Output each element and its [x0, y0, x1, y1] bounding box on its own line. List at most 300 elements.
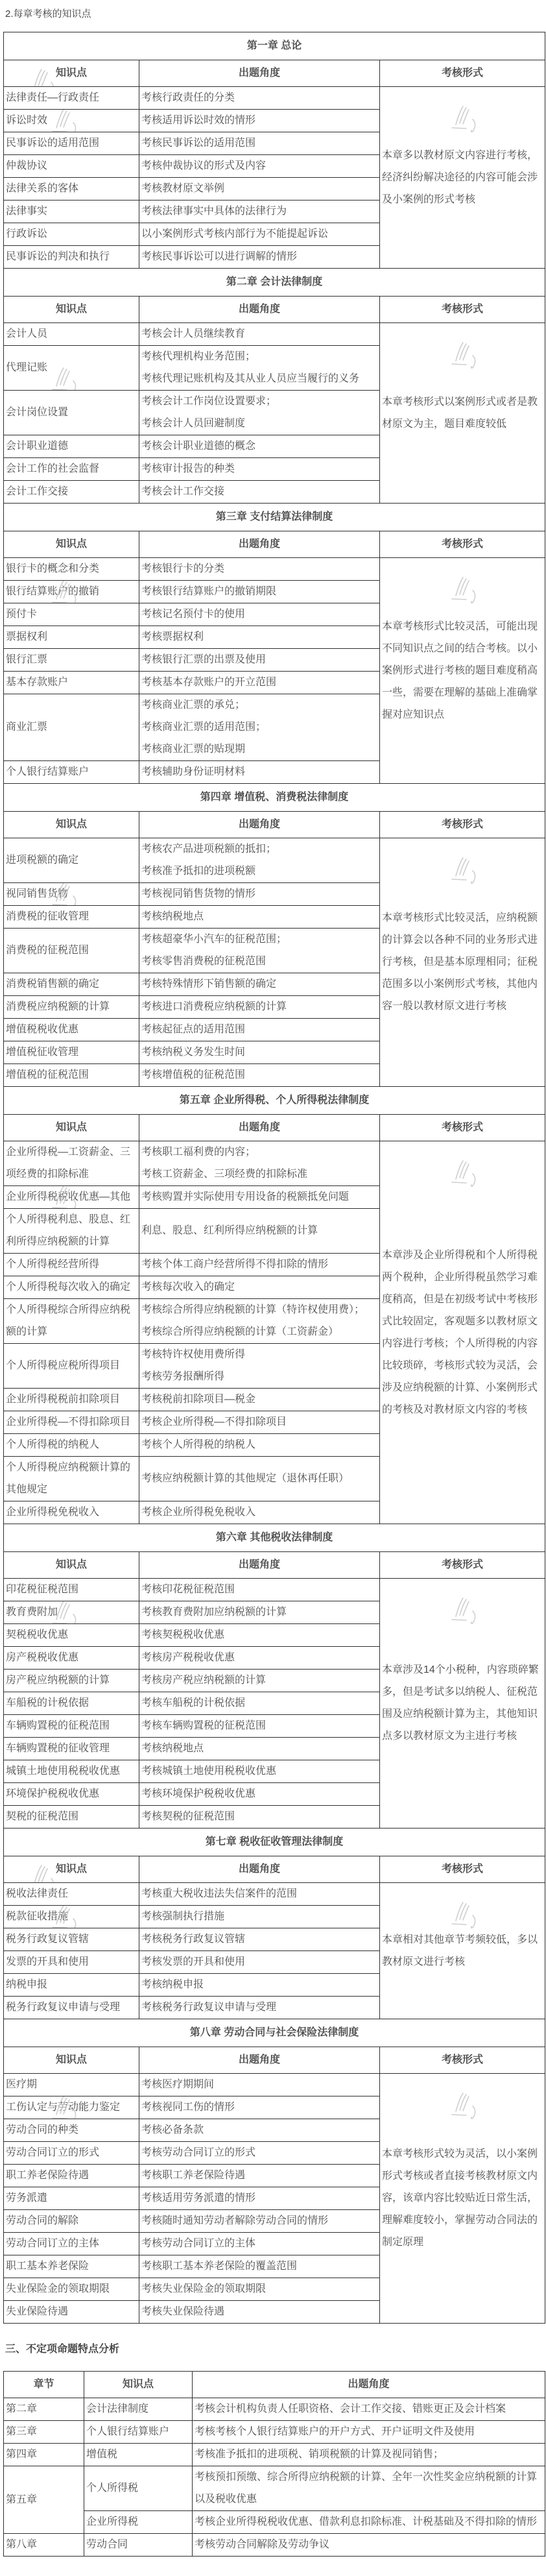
- knowledge-point-cell: 消费税销售额的确定: [4, 973, 139, 996]
- question-angle-cell: [139, 2142, 380, 2165]
- question-angle-line: 考核每次收入的确定: [141, 1282, 235, 1293]
- column-header-angle: 出题角度: [139, 812, 380, 838]
- question-angle-line: 考核纳税地点: [141, 1743, 204, 1754]
- table-row: [4, 1141, 545, 1186]
- question-angle-line: 考核视同工伤的情形: [141, 2102, 235, 2113]
- column-header-angle: 出题角度: [139, 2047, 380, 2074]
- analysis-knowledge-cell: 增值税: [84, 2444, 193, 2466]
- question-angle-line: 考核教材原文举例: [141, 183, 225, 194]
- question-angle-line: 考核劳动合同订立的主体: [141, 2238, 256, 2249]
- knowledge-point-cell: 消费税的征收管理: [4, 906, 139, 929]
- question-angle-line: 考核适用诉讼时效的情形: [141, 115, 256, 126]
- knowledge-point-cell: 增值税征收管理: [4, 1041, 139, 1064]
- question-angle-line: 考核企业所得税免税收入: [141, 1507, 256, 1518]
- question-angle-cell: [139, 1299, 380, 1344]
- knowledge-point-cell: 企业所得税免税收入: [4, 1501, 139, 1524]
- analysis-row: [4, 2421, 545, 2444]
- knowledge-point-cell: 民事诉讼的适用范围: [4, 132, 139, 155]
- question-angle-cell: [139, 1411, 380, 1434]
- analysis-row: [4, 2534, 545, 2557]
- question-angle-cell: [139, 323, 380, 346]
- column-header-form: 考核形式: [380, 60, 545, 87]
- column-header-row: [4, 297, 545, 323]
- assessment-form-cell: [380, 1579, 545, 1829]
- knowledge-point-cell: 会计职业道德: [4, 435, 139, 458]
- analysis-row: [4, 2444, 545, 2466]
- knowledge-point-cell: 个人所得税利息、股息、红利所得应纳税额的计算: [4, 1209, 139, 1254]
- question-angle-line: 考核代理记账机构及其从业人员应当履行的义务: [141, 373, 360, 384]
- analysis-header-knowledge: 知识点: [84, 2372, 193, 2398]
- question-angle-cell: [139, 87, 380, 110]
- question-angle-cell: [139, 1928, 380, 1951]
- chapter-header-row: [4, 1087, 545, 1115]
- knowledge-point-cell: 会计人员: [4, 323, 139, 346]
- question-angle-line: 考核工资薪金、三项经费的扣除标准: [141, 1169, 308, 1180]
- question-angle-line: 考核必备条款: [141, 2124, 204, 2135]
- question-angle-line: 考核商业汇票的贴现期: [141, 744, 246, 755]
- knowledge-point-cell: 会计岗位设置: [4, 391, 139, 435]
- question-angle-line: 考核职工养老保险待遇: [141, 2170, 246, 2181]
- knowledge-point-cell: 印花税征税范围: [4, 1579, 139, 1601]
- knowledge-point-cell: 增值税税收优惠: [4, 1019, 139, 1041]
- question-angle-cell: [139, 1501, 380, 1524]
- question-angle-line: 考核行政责任的分类: [141, 92, 235, 103]
- column-header-form: 考核形式: [380, 812, 545, 838]
- analysis-row: [4, 2398, 545, 2421]
- knowledge-point-cell: 企业所得税—工资薪金、三项经费的扣除标准: [4, 1141, 139, 1186]
- question-angle-cell: [139, 1670, 380, 1692]
- question-angle-cell: [139, 929, 380, 973]
- question-angle-line: 考核准予抵扣的进项税额: [141, 866, 256, 877]
- question-angle-cell: [139, 2233, 380, 2255]
- doc-title: 2.每章考核的知识点: [5, 8, 91, 19]
- question-angle-cell: [139, 1738, 380, 1760]
- question-angle-line: 考核会计人员回避制度: [141, 418, 246, 429]
- question-angle-cell: [139, 155, 380, 178]
- question-angle-cell: [139, 1715, 380, 1738]
- knowledge-point-cell: 税收法律责任: [4, 1883, 139, 1906]
- question-angle-line: 考核企业所得税—不得扣除项目: [141, 1416, 287, 1428]
- knowledge-point-cell: 银行汇票: [4, 649, 139, 672]
- question-angle-cell: [139, 581, 380, 603]
- knowledge-point-cell: 进项税额的确定: [4, 838, 139, 883]
- column-header-form: 考核形式: [380, 297, 545, 323]
- knowledge-point-cell: 职工基本养老保险: [4, 2255, 139, 2278]
- question-angle-cell: [139, 1974, 380, 1997]
- knowledge-point-cell: 会计工作交接: [4, 481, 139, 504]
- question-angle-cell: [139, 1344, 380, 1389]
- analysis-chapter-cell: 第二章: [4, 2398, 84, 2421]
- question-angle-cell: [139, 1951, 380, 1974]
- analysis-knowledge-cell: 个人银行结算账户: [84, 2421, 193, 2444]
- column-header-knowledge: 知识点: [4, 2047, 139, 2074]
- analysis-header-row: [4, 2372, 545, 2398]
- question-angle-line: 考核纳税地点: [141, 911, 204, 922]
- question-angle-cell: [139, 346, 380, 391]
- question-angle-line: 考核契税的征税范围: [141, 1811, 235, 1822]
- chapter-title: 第七章 税收征收管理法律制度: [4, 1829, 545, 1856]
- column-header-angle: 出题角度: [139, 1115, 380, 1141]
- question-angle-line: 考核综合所得应纳税额的计算（工资薪金）: [141, 1326, 339, 1337]
- knowledge-point-cell: 基本存款账户: [4, 672, 139, 694]
- question-angle-cell: [139, 2165, 380, 2187]
- watermark-scribble-icon: [50, 110, 84, 132]
- knowledge-point-cell: 车辆购置税的征收管理: [4, 1738, 139, 1760]
- question-angle-cell: [139, 1601, 380, 1624]
- question-angle-line: 考核会计工作岗位设置要求；: [141, 396, 277, 407]
- knowledge-point-cell: 契税税收优惠: [4, 1624, 139, 1647]
- question-angle-cell: [139, 2096, 380, 2119]
- analysis-chapter-cell: 第四章: [4, 2444, 84, 2466]
- section-heading: 三、不定项命题特点分析: [5, 2344, 120, 2355]
- table-row: [4, 1579, 545, 1601]
- knowledge-point-cell: 商业汇票: [4, 694, 139, 761]
- question-angle-line: 考核视同销售货物的情形: [141, 888, 256, 899]
- question-angle-line: 考核车辆购置税的征税范围: [141, 1720, 267, 1731]
- column-header-knowledge: 知识点: [4, 60, 139, 87]
- watermark-scribble-icon: [50, 365, 84, 391]
- question-angle-cell: [139, 458, 380, 481]
- column-header-row: [4, 60, 545, 87]
- watermark-scribble-icon: [50, 1186, 84, 1209]
- chapter-title: 第八章 劳动合同与社会保险法律制度: [4, 2019, 545, 2047]
- question-angle-line: 考核强制执行措施: [141, 1911, 225, 1922]
- table-row: [4, 87, 545, 110]
- question-angle-line: 以小案例形式考核内部行为不能提起诉讼: [141, 228, 329, 239]
- analysis-angle-cell: 考核预扣预缴、综合所得应纳税额的计算、全年一次性奖金应纳税额的计算以及税收优惠: [193, 2466, 545, 2511]
- column-header-knowledge: 知识点: [4, 1552, 139, 1579]
- knowledge-point-cell: 工伤认定与劳动能力鉴定: [4, 2096, 139, 2119]
- question-angle-line: 考核购置并实际使用专用设备的税额抵免问题: [141, 1191, 350, 1202]
- question-angle-line: 考核教育费附加应纳税额的计算: [141, 1607, 287, 1618]
- question-angle-cell: [139, 1760, 380, 1783]
- question-angle-cell: [139, 838, 380, 883]
- analysis-row: [4, 2466, 545, 2511]
- knowledge-point-cell: 房产税税收优惠: [4, 1647, 139, 1670]
- knowledge-point-cell: 劳务派遣: [4, 2187, 139, 2210]
- question-angle-line: 考核商业汇票的承兑；: [141, 699, 246, 711]
- knowledge-point-cell: 契税的征税范围: [4, 1806, 139, 1829]
- knowledge-point-cell: 预付卡: [4, 603, 139, 626]
- knowledge-point-cell: 医疗期: [4, 2074, 139, 2096]
- analysis-row: [4, 2511, 545, 2534]
- question-angle-line: 利息、股息、红利所得应纳税额的计算: [141, 1225, 318, 1236]
- column-header-knowledge: 知识点: [4, 812, 139, 838]
- table-row: [4, 838, 545, 883]
- question-angle-cell: [139, 2074, 380, 2096]
- analysis-angle-cell: 考核劳动合同解除及劳动争议: [193, 2534, 545, 2557]
- knowledge-point-cell: 个人所得税应纳税额计算的其他规定: [4, 1457, 139, 1501]
- chapter-header-row: [4, 32, 545, 60]
- assessment-form-cell: [380, 87, 545, 269]
- knowledge-point-cell: 税款征收措施: [4, 1906, 139, 1928]
- watermark-scribble-icon: [449, 104, 483, 134]
- assessment-form-cell: [380, 323, 545, 504]
- knowledge-point-cell: 失业保险金的领取期限: [4, 2278, 139, 2301]
- assessment-form-text: 本章考核形式以案例形式或者是教材原文为主，题目难度较低: [382, 396, 538, 430]
- column-header-form: 考核形式: [380, 2047, 545, 2074]
- analysis-header-angle: 出题角度: [193, 2372, 545, 2398]
- question-angle-line: 考核重大税收违法失信案件的范围: [141, 1888, 298, 1899]
- knowledge-point-cell: 税务行政复议申请与受理: [4, 1997, 139, 2019]
- question-angle-line: 考核增值税的征税范围: [141, 1069, 246, 1080]
- analysis-angle-cell: 考核考核个人银行结算账户的开户方式、开户证明文件及使用: [193, 2421, 545, 2444]
- knowledge-point-cell: 发票的开具和使用: [4, 1951, 139, 1974]
- question-angle-line: 考核失业保险金的领取期限: [141, 2283, 267, 2294]
- question-angle-cell: [139, 1806, 380, 1829]
- column-header-row: [4, 1115, 545, 1141]
- question-angle-line: 考核环境保护税税收优惠: [141, 1788, 256, 1799]
- question-angle-cell: [139, 1997, 380, 2019]
- question-angle-cell: [139, 973, 380, 996]
- analysis-chapter-cell: 第三章: [4, 2421, 84, 2444]
- knowledge-point-cell: 车辆购置税的征税范围: [4, 1715, 139, 1738]
- table-row: [4, 2074, 545, 2096]
- question-angle-line: 考核基本存款账户的开立范围: [141, 677, 277, 688]
- table-row: [4, 323, 545, 346]
- knowledge-point-cell: 房产税应纳税额的计算: [4, 1670, 139, 1692]
- question-angle-line: 考核记名预付卡的使用: [141, 609, 246, 620]
- question-angle-cell: [139, 2187, 380, 2210]
- column-header-row: [4, 2047, 545, 2074]
- knowledge-point-cell: 个人所得税每次收入的确定: [4, 1276, 139, 1299]
- question-angle-line: 考核银行结算账户的撤销期限: [141, 586, 277, 597]
- knowledge-point-cell: 法律关系的客体: [4, 178, 139, 200]
- question-angle-line: 考核代理机构业务范围；: [141, 351, 256, 362]
- question-angle-cell: [139, 1064, 380, 1087]
- question-angle-cell: [139, 1906, 380, 1928]
- knowledge-point-cell: 个人银行结算账户: [4, 761, 139, 784]
- question-angle-cell: [139, 223, 380, 246]
- question-angle-cell: [139, 1141, 380, 1186]
- question-angle-cell: [139, 1041, 380, 1064]
- question-angle-line: 考核失业保险待遇: [141, 2306, 225, 2317]
- question-angle-line: 考核随时通知劳动者解除劳动合同的情形: [141, 2215, 329, 2226]
- chapter-title: 第五章 企业所得税、个人所得税法律制度: [4, 1087, 545, 1115]
- question-angle-line: 考核商业汇票的适用范围；: [141, 722, 267, 733]
- knowledge-point-cell: 银行卡的概念和分类: [4, 558, 139, 581]
- question-angle-line: 考核职工基本养老保险的覆盖范围: [141, 2261, 298, 2272]
- question-angle-line: 考核房产税应纳税额的计算: [141, 1675, 267, 1686]
- column-header-angle: 出题角度: [139, 60, 380, 87]
- chapter-title: 第四章 增值税、消费税法律制度: [4, 784, 545, 812]
- question-angle-cell: [139, 626, 380, 649]
- question-angle-cell: [139, 1457, 380, 1501]
- watermark-scribble-icon: [449, 340, 483, 370]
- question-angle-cell: [139, 2210, 380, 2233]
- analysis-knowledge-cell: 劳动合同: [84, 2534, 193, 2557]
- question-angle-line: 考核法律事实中具体的法律行为: [141, 206, 287, 217]
- column-header-angle: 出题角度: [139, 1856, 380, 1883]
- watermark-scribble-icon: [449, 855, 483, 885]
- knowledge-point-cell: 失业保险待遇: [4, 2301, 139, 2324]
- question-angle-line: 考核房产税税收优惠: [141, 1652, 235, 1663]
- question-angle-line: 考核适用劳务派遣的情形: [141, 2193, 256, 2204]
- question-angle-line: 考核城镇土地使用税税收优惠: [141, 1766, 277, 1777]
- knowledge-point-cell: 票据权利: [4, 626, 139, 649]
- analysis-table: [3, 2371, 545, 2557]
- question-angle-line: 考核银行汇票的出票及使用: [141, 654, 267, 665]
- question-angle-cell: [139, 178, 380, 200]
- assessment-form-text: 本章考核形式比较灵活，应纳税额的计算会以各种不同的业务形式进行考核，但是基本原理相同；征税范围多以小案例形式考核，其他内容一般以教材原文进行考核: [382, 912, 538, 1012]
- question-angle-cell: [139, 2255, 380, 2278]
- chapter-header-row: [4, 269, 545, 297]
- knowledge-point-cell: 企业所得税—不得扣除项目: [4, 1411, 139, 1434]
- analysis-angle-cell: 考核会计机构负责人任职资格、会计工作交接、错账更正及会计档案: [193, 2398, 545, 2421]
- chapter-title: 第二章 会计法律制度: [4, 269, 545, 297]
- column-header-angle: 出题角度: [139, 297, 380, 323]
- watermark-scribble-icon: [449, 1596, 483, 1625]
- chapter-header-row: [4, 1829, 545, 1856]
- knowledge-point-cell: 诉讼时效: [4, 110, 139, 132]
- question-angle-cell: [139, 883, 380, 906]
- watermark-scribble-icon: [449, 575, 483, 605]
- question-angle-cell: [139, 1883, 380, 1906]
- question-angle-cell: [139, 1389, 380, 1411]
- question-angle-line: 考核职工福利费的内容；: [141, 1147, 256, 1158]
- question-angle-line: 考核劳动合同订立的形式: [141, 2147, 256, 2158]
- question-angle-cell: [139, 1434, 380, 1457]
- question-angle-cell: [139, 246, 380, 269]
- question-angle-line: 考核审计报告的种类: [141, 463, 235, 474]
- question-angle-line: 考核辅助身份证明材料: [141, 766, 246, 777]
- column-header-row: [4, 531, 545, 558]
- knowledge-point-cell: 环境保护税税收优惠: [4, 1783, 139, 1806]
- question-angle-cell: [139, 200, 380, 223]
- knowledge-point-cell: 劳动合同订立的主体: [4, 2233, 139, 2255]
- knowledge-point-cell: 代理记账: [4, 346, 139, 391]
- question-angle-line: 考核民事诉讼的适用范围: [141, 138, 256, 149]
- analysis-knowledge-cell: 个人所得税: [84, 2466, 193, 2511]
- question-angle-cell: [139, 2278, 380, 2301]
- question-angle-line: 考核特殊情形下销售额的确定: [141, 978, 277, 990]
- question-angle-cell: [139, 649, 380, 672]
- knowledge-point-cell: 消费税应纳税额的计算: [4, 996, 139, 1019]
- question-angle-line: 考核税务行政复议管辖: [141, 1934, 246, 1945]
- knowledge-point-cell: 城镇土地使用税税收优惠: [4, 1760, 139, 1783]
- assessment-form-text: 本章涉及企业所得税和个人所得税两个税种，企业所得税虽然学习难度稍高，但是在初级考试中考核形式比较固定，客观题多以教材原文内容进行考核；个人所得税的内容比较琐碎，考核形式较为灵活，会涉及应纳税额的计算、小案例形式的考核及对教材原文内容的考核: [382, 1249, 538, 1415]
- question-angle-line: 考核银行卡的分类: [141, 563, 225, 574]
- watermark-scribble-icon: [50, 581, 84, 603]
- question-angle-line: 考核契税税收优惠: [141, 1629, 225, 1640]
- column-header-knowledge: 知识点: [4, 297, 139, 323]
- watermark-scribble-icon: [50, 883, 84, 906]
- question-angle-cell: [139, 906, 380, 929]
- chapter-title: 第三章 支付结算法律制度: [4, 504, 545, 531]
- watermark-scribble-icon: [50, 1601, 84, 1624]
- watermark-scribble-icon: [449, 1158, 483, 1188]
- question-angle-cell: [139, 1692, 380, 1715]
- knowledge-point-cell: 法律事实: [4, 200, 139, 223]
- knowledge-point-cell: 行政诉讼: [4, 223, 139, 246]
- knowledge-point-cell: 增值税的征税范围: [4, 1064, 139, 1087]
- chapter-header-row: [4, 2019, 545, 2047]
- assessment-form-cell: [380, 1141, 545, 1524]
- question-angle-cell: [139, 2301, 380, 2324]
- knowledge-point-cell: 消费税的征税范围: [4, 929, 139, 973]
- assessment-form-cell: [380, 558, 545, 784]
- question-angle-cell: [139, 996, 380, 1019]
- question-angle-cell: [139, 558, 380, 581]
- question-angle-line: 考核会计人员继续教育: [141, 328, 246, 339]
- knowledge-point-cell: 银行结算账户的撤销: [4, 581, 139, 603]
- table-row: [4, 1883, 545, 1906]
- chapter-header-row: [4, 784, 545, 812]
- question-angle-line: 考核起征点的适用范围: [141, 1024, 246, 1035]
- column-header-form: 考核形式: [380, 1856, 545, 1883]
- column-header-angle: 出题角度: [139, 531, 380, 558]
- knowledge-point-cell: 劳动合同的种类: [4, 2119, 139, 2142]
- question-angle-line: 考核特许权使用费所得: [141, 1349, 246, 1360]
- question-angle-line: 考核发票的开具和使用: [141, 1956, 246, 1967]
- question-angle-line: 考核医疗期期间: [141, 2079, 215, 2090]
- knowledge-point-cell: 税务行政复议管辖: [4, 1928, 139, 1951]
- question-angle-cell: [139, 1186, 380, 1209]
- question-angle-line: 考核应纳税额计算的其他规定（退休再任职）: [141, 1473, 350, 1484]
- question-angle-cell: [139, 1019, 380, 1041]
- question-angle-line: 考核会计职业道德的概念: [141, 441, 256, 452]
- knowledge-point-cell: 仲裁协议: [4, 155, 139, 178]
- knowledge-point-cell: 企业所得税税前扣除项目: [4, 1389, 139, 1411]
- question-angle-line: 考核超豪华小汽车的征税范围；: [141, 934, 287, 945]
- column-header-angle: 出题角度: [139, 1552, 380, 1579]
- question-angle-line: 考核综合所得应纳税额的计算（特许权使用费）；: [141, 1304, 365, 1315]
- assessment-form-cell: [380, 2074, 545, 2324]
- question-angle-cell: [139, 1209, 380, 1254]
- analysis-angle-cell: 考核准予抵扣的进项税、销项税额的计算及视同销售；: [193, 2444, 545, 2466]
- question-angle-line: 考核会计工作交接: [141, 486, 225, 497]
- question-angle-line: 考核税前扣除项目—税金: [141, 1394, 256, 1405]
- knowledge-point-cell: 个人所得税的纳税人: [4, 1434, 139, 1457]
- analysis-angle-cell: 考核企业所得税税收优惠、借款利息扣除标准、计税基础及不得扣除的情形: [193, 2511, 545, 2534]
- knowledge-point-cell: 视同销售货物: [4, 883, 139, 906]
- knowledge-point-cell: 企业所得税税收优惠—其他: [4, 1186, 139, 1209]
- column-header-form: 考核形式: [380, 1552, 545, 1579]
- analysis-chapter-cell: 第八章: [4, 2534, 84, 2557]
- question-angle-line: 考核纳税申报: [141, 1979, 204, 1990]
- analysis-header-chapter: 章节: [4, 2372, 84, 2398]
- knowledge-point-cell: 教育费附加: [4, 1601, 139, 1624]
- question-angle-cell: [139, 481, 380, 504]
- question-angle-line: 考核印花税征税范围: [141, 1584, 235, 1595]
- chapter-title: 第一章 总论: [4, 32, 545, 60]
- question-angle-line: 考核个人所得税的纳税人: [141, 1439, 256, 1450]
- watermark-scribble-icon: [28, 1863, 62, 1883]
- column-header-form: 考核形式: [380, 531, 545, 558]
- question-angle-cell: [139, 694, 380, 761]
- question-angle-line: 考核税务行政复议申请与受理: [141, 2002, 277, 2013]
- chapter-header-row: [4, 504, 545, 531]
- question-angle-cell: [139, 1579, 380, 1601]
- analysis-knowledge-cell: 会计法律制度: [84, 2398, 193, 2421]
- question-angle-cell: [139, 391, 380, 435]
- watermark-scribble-icon: [449, 1900, 483, 1930]
- knowledge-point-cell: 个人所得税综合所得应纳税额的计算: [4, 1299, 139, 1344]
- question-angle-cell: [139, 1783, 380, 1806]
- knowledge-point-cell: 法律责任—行政责任: [4, 87, 139, 110]
- question-angle-line: 考核个体工商户经营所得不得扣除的情形: [141, 1259, 329, 1270]
- knowledge-point-cell: 纳税申报: [4, 1974, 139, 1997]
- column-header-form: 考核形式: [380, 1115, 545, 1141]
- column-header-row: [4, 1856, 545, 1883]
- knowledge-point-cell: 民事诉讼的判决和执行: [4, 246, 139, 269]
- knowledge-point-cell: 车船税的计税依据: [4, 1692, 139, 1715]
- question-angle-cell: [139, 1276, 380, 1299]
- question-angle-line: 考核零售消费税的征税范围: [141, 956, 267, 967]
- knowledge-point-cell: 会计工作的社会监督: [4, 458, 139, 481]
- watermark-scribble-icon: [50, 2096, 84, 2119]
- question-angle-line: 考核进口消费税应纳税额的计算: [141, 1001, 287, 1012]
